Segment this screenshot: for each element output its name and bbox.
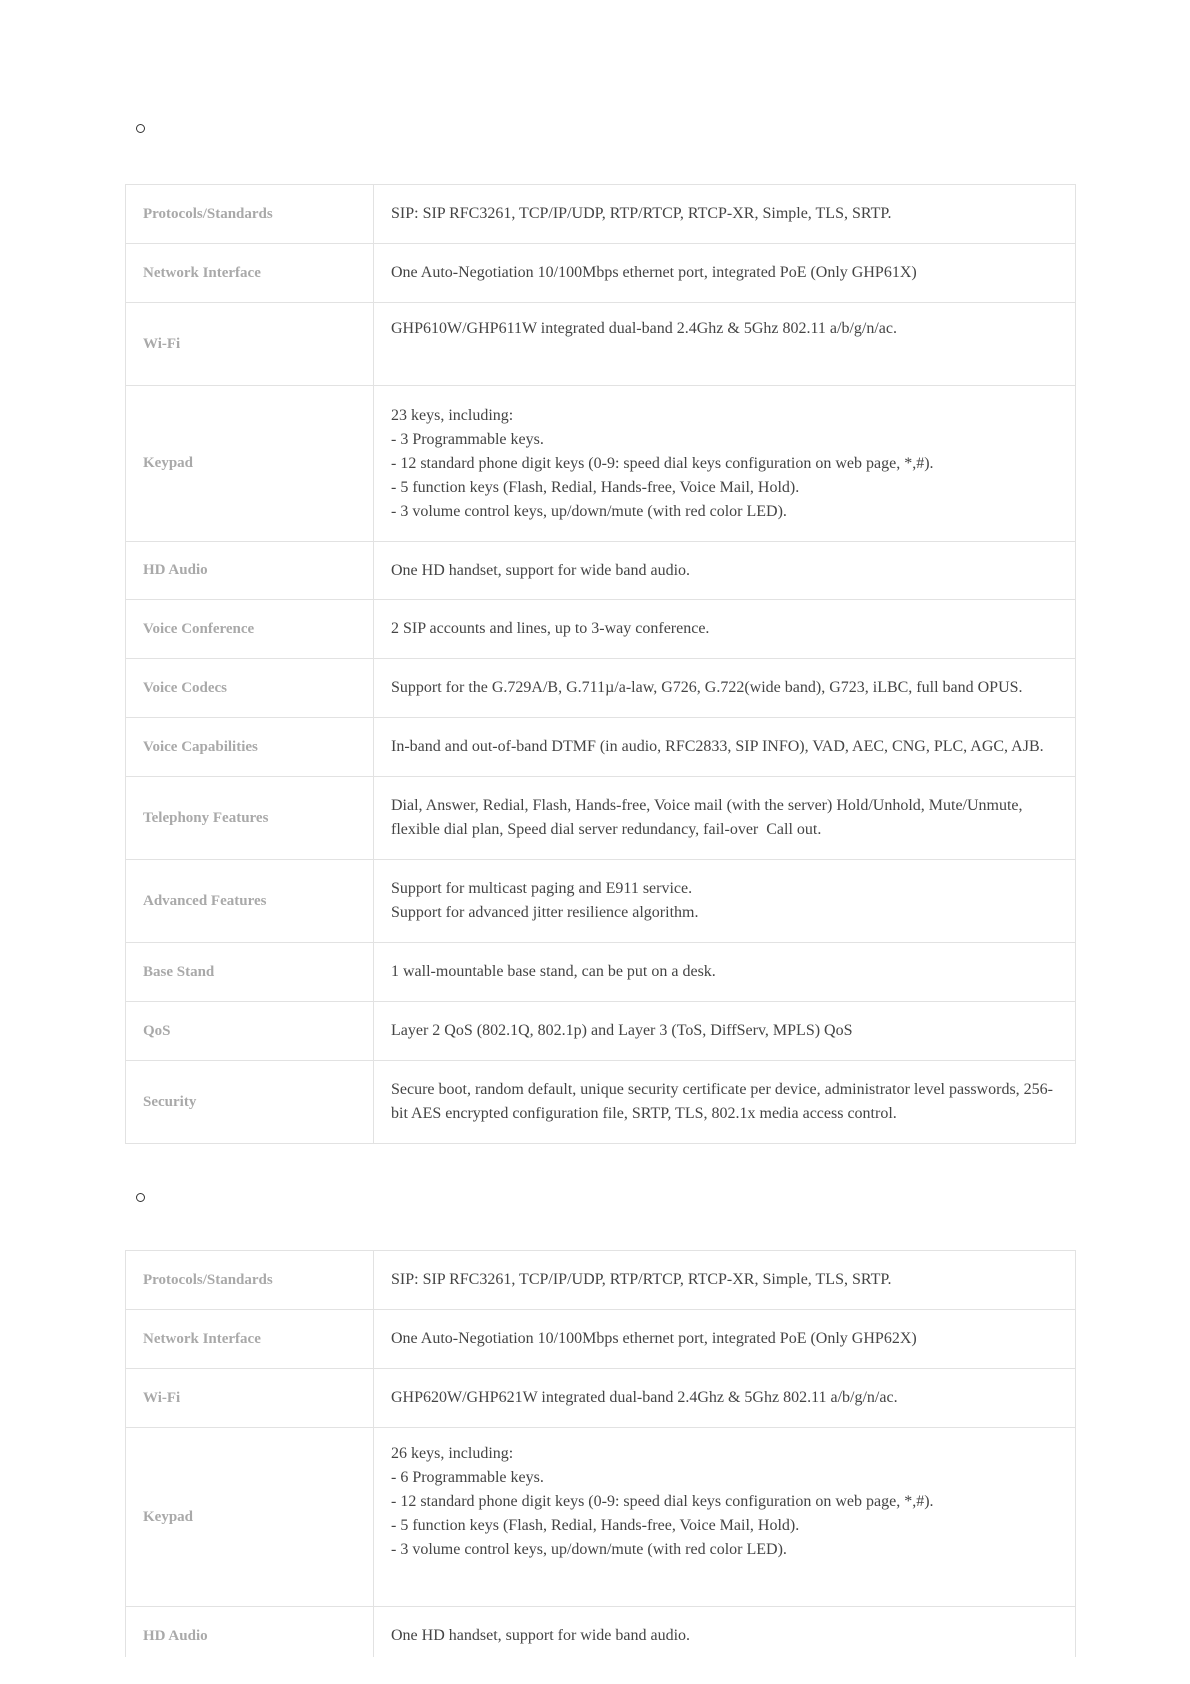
row-label: Keypad — [126, 1428, 374, 1607]
row-label: Network Interface — [126, 244, 374, 303]
row-value: 2 SIP accounts and lines, up to 3-way conference. — [374, 600, 1076, 659]
row-value: SIP: SIP RFC3261, TCP/IP/UDP, RTP/RTCP, RTCP-XR, Simple, TLS, SRTP. — [374, 185, 1076, 244]
row-label: Wi-Fi — [126, 303, 374, 386]
row-label: Voice Capabilities — [126, 718, 374, 777]
row-value: 26 keys, including: - 6 Programmable keys. - 12 standard phone digit keys (0-9: speed dial keys configuration on web page, *,#). - 5 function keys (Flash, Redial, Hands-free, Voice Mail, Hold). - 3 volume control keys, up/down/mute (with red color LED). — [374, 1428, 1076, 1607]
row-value: 1 wall-mountable base stand, can be put on a desk. — [374, 943, 1076, 1002]
row-value: One HD handset, support for wide band audio. — [374, 1607, 1076, 1666]
page-bottom-margin — [0, 1657, 1190, 1684]
row-value: One HD handset, support for wide band audio. — [374, 542, 1076, 600]
row-label: Protocols/Standards — [126, 1251, 374, 1310]
table-row — [126, 1251, 1076, 1310]
row-value: GHP620W/GHP621W integrated dual-band 2.4Ghz & 5Ghz 802.11 a/b/g/n/ac. — [374, 1369, 1076, 1428]
list-bullet-1 — [136, 124, 145, 133]
row-label: Telephony Features — [126, 777, 374, 860]
table-row — [126, 860, 1076, 943]
spec-table-2 — [125, 1250, 1076, 1666]
row-value: GHP610W/GHP611W integrated dual-band 2.4Ghz & 5Ghz 802.11 a/b/g/n/ac. — [374, 303, 1076, 386]
table-row — [126, 943, 1076, 1002]
row-label: Voice Codecs — [126, 659, 374, 718]
row-value: Support for multicast paging and E911 service. Support for advanced jitter resilience algorithm. — [374, 860, 1076, 943]
table-row — [126, 777, 1076, 860]
row-label: Security — [126, 1061, 374, 1144]
table-row — [126, 659, 1076, 718]
row-label: Wi-Fi — [126, 1369, 374, 1428]
list-bullet-2 — [136, 1193, 145, 1202]
table-row — [126, 1428, 1076, 1607]
table-row — [126, 718, 1076, 777]
row-value: Support for the G.729A/B, G.711µ/a-law, G726, G.722(wide band), G723, iLBC, full band OPUS. — [374, 659, 1076, 718]
row-label: Protocols/Standards — [126, 185, 374, 244]
table-row — [126, 1002, 1076, 1061]
table-row — [126, 303, 1076, 386]
table-row — [126, 600, 1076, 659]
table-row — [126, 1061, 1076, 1144]
table-row — [126, 244, 1076, 303]
row-value: SIP: SIP RFC3261, TCP/IP/UDP, RTP/RTCP, RTCP-XR, Simple, TLS, SRTP. — [374, 1251, 1076, 1310]
row-value: Dial, Answer, Redial, Flash, Hands-free, Voice mail (with the server) Hold/Unhold, Mute/Unmute, flexible dial plan, Speed dial server redundancy, fail-over Call out. — [374, 777, 1076, 860]
row-label: Voice Conference — [126, 600, 374, 659]
spec-table-1 — [125, 184, 1076, 1144]
row-value: In-band and out-of-band DTMF (in audio, RFC2833, SIP INFO), VAD, AEC, CNG, PLC, AGC, AJB. — [374, 718, 1076, 777]
table-row — [126, 542, 1076, 600]
row-label: Keypad — [126, 386, 374, 542]
row-value: 23 keys, including: - 3 Programmable keys. - 12 standard phone digit keys (0-9: speed dial keys configuration on web page, *,#). - 5 function keys (Flash, Redial, Hands-free, Voice Mail, Hold). - 3 volume control keys, up/down/mute (with red color LED). — [374, 386, 1076, 542]
table-row — [126, 386, 1076, 542]
row-value: Secure boot, random default, unique security certificate per device, administrator level passwords, 256- bit AES encrypted configuration file, SRTP, TLS, 802.1x media access control. — [374, 1061, 1076, 1144]
row-label: HD Audio — [126, 542, 374, 600]
row-value: Layer 2 QoS (802.1Q, 802.1p) and Layer 3 (ToS, DiffServ, MPLS) QoS — [374, 1002, 1076, 1061]
row-label: Network Interface — [126, 1310, 374, 1369]
row-label: Advanced Features — [126, 860, 374, 943]
table-row — [126, 1369, 1076, 1428]
table-row — [126, 185, 1076, 244]
row-value: One Auto-Negotiation 10/100Mbps ethernet port, integrated PoE (Only GHP61X) — [374, 244, 1076, 303]
table-row — [126, 1310, 1076, 1369]
row-value: One Auto-Negotiation 10/100Mbps ethernet port, integrated PoE (Only GHP62X) — [374, 1310, 1076, 1369]
row-label: HD Audio — [126, 1607, 374, 1666]
row-label: QoS — [126, 1002, 374, 1061]
row-label: Base Stand — [126, 943, 374, 1002]
